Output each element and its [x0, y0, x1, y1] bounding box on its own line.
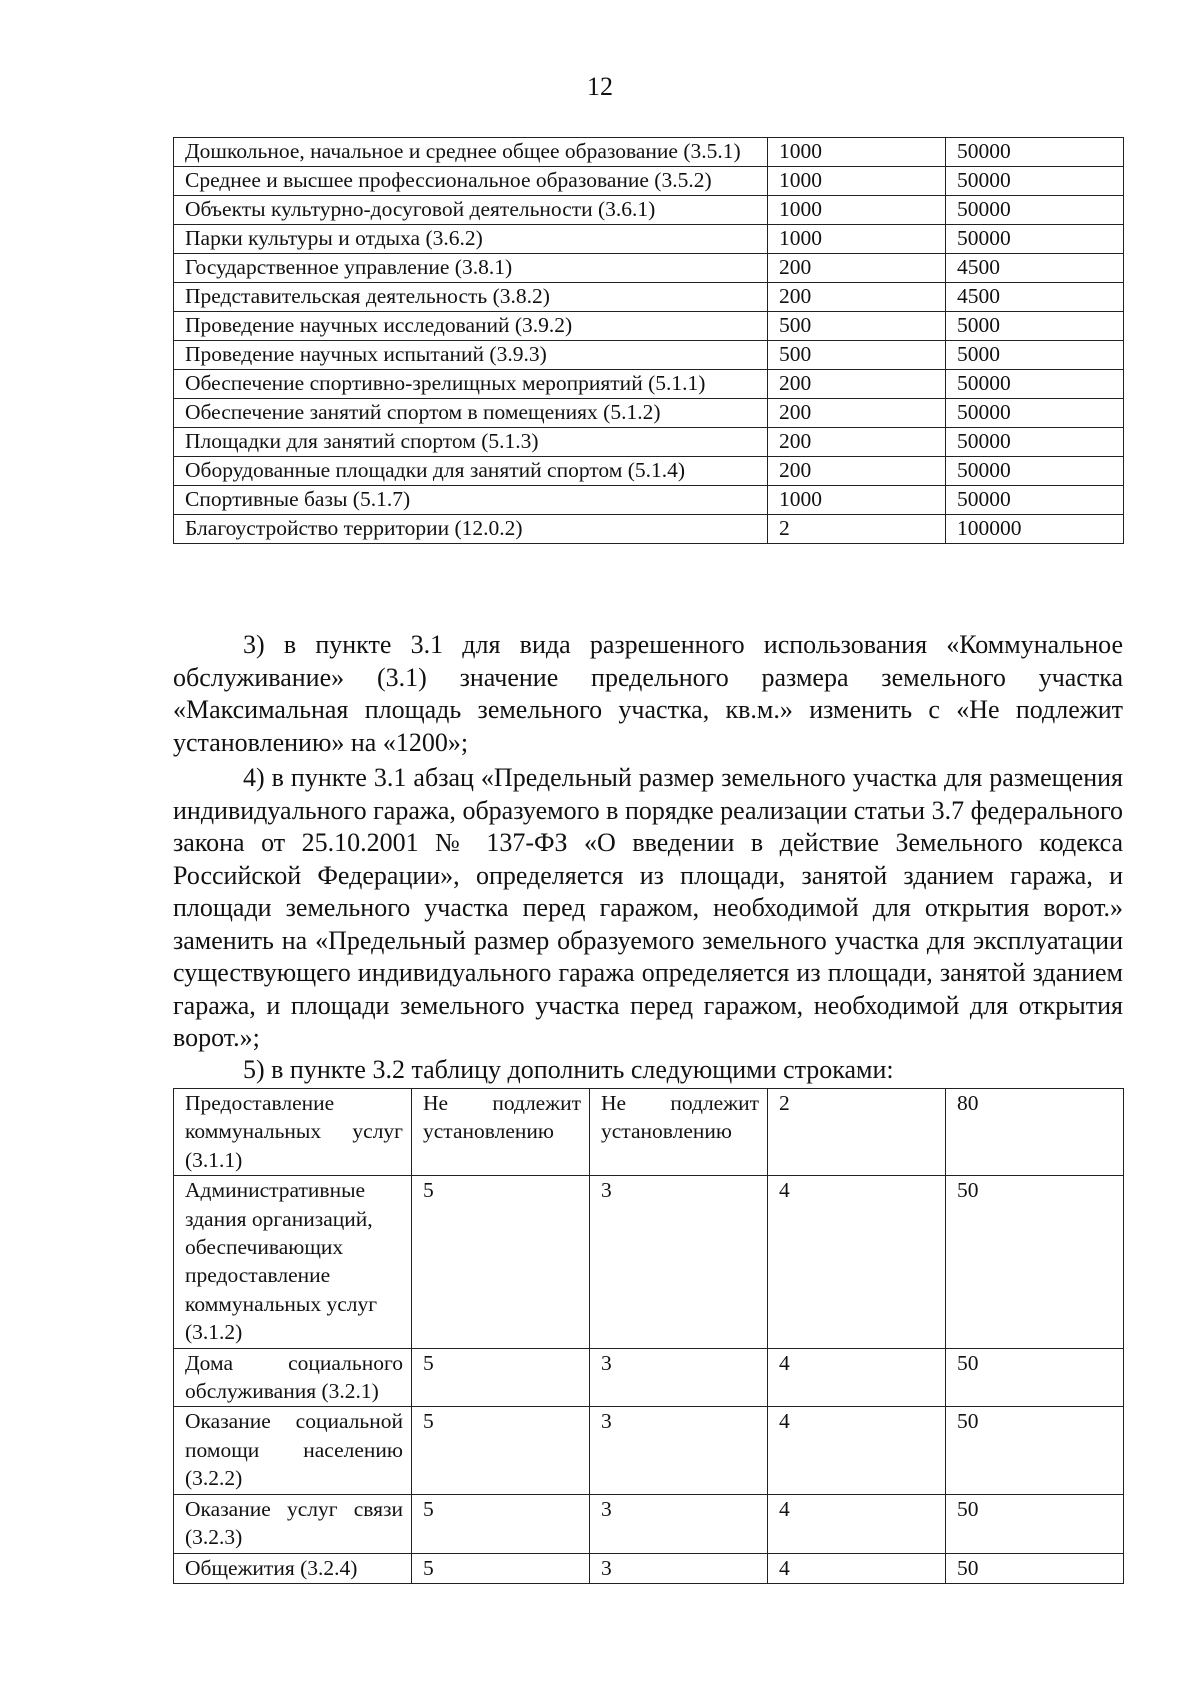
use-type-cell: Среднее и высшее профессиональное образование (3.5.2) — [174, 167, 768, 196]
max-area-cell: 50000 — [946, 225, 1124, 254]
max-area-cell: 50000 — [946, 138, 1124, 167]
use-type-cell: Проведение научных испытаний (3.9.3) — [174, 341, 768, 370]
use-type-cell: Объекты культурно-досуговой деятельности (3.6.1) — [174, 196, 768, 225]
use-type-cell: Обеспечение занятий спортом в помещениях (5.1.2) — [174, 399, 768, 428]
min-area-cell: 200 — [768, 254, 946, 283]
table-row — [174, 1407, 1124, 1494]
table-row — [174, 341, 1124, 370]
value-cell: 4 — [768, 1348, 946, 1407]
min-area-cell: 1000 — [768, 486, 946, 515]
max-area-cell: 4500 — [946, 283, 1124, 312]
table-row — [174, 167, 1124, 196]
min-area-cell: 1000 — [768, 138, 946, 167]
value-cell: 5 — [412, 1176, 590, 1348]
use-type-cell: Общежития (3.2.4) — [174, 1553, 412, 1583]
max-area-cell: 50000 — [946, 428, 1124, 457]
min-area-cell: 200 — [768, 428, 946, 457]
value-cell: Не подлежит установлению — [412, 1089, 590, 1176]
table-row — [174, 225, 1124, 254]
value-cell: 50 — [946, 1407, 1124, 1494]
table-row — [174, 515, 1124, 544]
table-row — [174, 283, 1124, 312]
value-cell: 3 — [590, 1407, 768, 1494]
paragraph-text: 5) в пункте 3.2 таблицу дополнить следующими строками: — [243, 1055, 894, 1084]
value-cell: 50 — [946, 1553, 1124, 1583]
table-row — [174, 138, 1124, 167]
table-row — [174, 1494, 1124, 1553]
use-type-cell: Парки культуры и отдыха (3.6.2) — [174, 225, 768, 254]
value-cell: 80 — [946, 1089, 1124, 1176]
table-row — [174, 399, 1124, 428]
paragraph-text: 4) в пункте 3.1 абзац «Предельный размер земельного участка для размещения индивидуального гаража, образуемого в порядке реализации статьи 3.7 федерального закона от 25.10.2001 № 137-ФЗ «О введении в действие Земельного кодекса Российской Федерации», определяется из площади, занятой зданием гаража, и площади земельного участка перед гаражом, необходимой для открытия ворот.» заменить на «Предельный размер образуемого земельного участка для эксплуатации существующего индивидуального гаража определяется из площади, занятой зданием гаража, и площади земельного участка перед гаражом, необходимой для открытия ворот.»; — [173, 763, 1123, 1052]
min-area-cell: 200 — [768, 370, 946, 399]
value-cell: Не подлежит установлению — [590, 1089, 768, 1176]
use-type-cell: Оборудованные площадки для занятий спортом (5.1.4) — [174, 457, 768, 486]
table-row — [174, 486, 1124, 515]
paragraph-text: 3) в пункте 3.1 для вида разрешенного использования «Коммунальное обслуживание» (3.1) значение предельного размера земельного участка «Максимальная площадь земельного участка, кв.м.» изменить с «Не подлежит установлению» на «1200»; — [173, 630, 1123, 757]
use-type-cell: Площадки для занятий спортом (5.1.3) — [174, 428, 768, 457]
value-cell: 3 — [590, 1553, 768, 1583]
use-type-cell: Благоустройство территории (12.0.2) — [174, 515, 768, 544]
table-row — [174, 1348, 1124, 1407]
construction-parameters-table — [173, 1088, 1124, 1584]
use-type-cell: Административные здания организаций, обеспечивающих предоставление коммунальных услуг (3.1.2) — [174, 1176, 412, 1348]
max-area-cell: 50000 — [946, 486, 1124, 515]
use-type-cell: Спортивные базы (5.1.7) — [174, 486, 768, 515]
use-type-cell: Проведение научных исследований (3.9.2) — [174, 312, 768, 341]
max-area-cell: 50000 — [946, 167, 1124, 196]
table-row — [174, 370, 1124, 399]
min-area-cell: 1000 — [768, 196, 946, 225]
page-number: 12 — [587, 72, 613, 101]
value-cell: 4 — [768, 1176, 946, 1348]
max-area-cell: 50000 — [946, 399, 1124, 428]
max-area-cell: 5000 — [946, 341, 1124, 370]
value-cell: 50 — [946, 1494, 1124, 1553]
value-cell: 50 — [946, 1348, 1124, 1407]
min-area-cell: 200 — [768, 283, 946, 312]
table-row — [174, 1553, 1124, 1583]
table-row — [174, 312, 1124, 341]
table-row — [174, 1176, 1124, 1348]
max-area-cell: 50000 — [946, 457, 1124, 486]
table-row — [174, 428, 1124, 457]
value-cell: 5 — [412, 1407, 590, 1494]
use-type-cell: Дошкольное, начальное и среднее общее образование (3.5.1) — [174, 138, 768, 167]
value-cell: 4 — [768, 1494, 946, 1553]
value-cell: 5 — [412, 1553, 590, 1583]
use-type-cell: Оказание услуг связи (3.2.3) — [174, 1494, 412, 1553]
min-area-cell: 2 — [768, 515, 946, 544]
max-area-cell: 50000 — [946, 196, 1124, 225]
value-cell: 5 — [412, 1494, 590, 1553]
table-row — [174, 254, 1124, 283]
max-area-cell: 4500 — [946, 254, 1124, 283]
amendment-paragraph-5 — [173, 1054, 1123, 1087]
table-row — [174, 196, 1124, 225]
value-cell: 4 — [768, 1407, 946, 1494]
value-cell: 3 — [590, 1348, 768, 1407]
min-area-cell: 200 — [768, 457, 946, 486]
value-cell: 50 — [946, 1176, 1124, 1348]
use-type-cell: Государственное управление (3.8.1) — [174, 254, 768, 283]
value-cell: 3 — [590, 1176, 768, 1348]
table-row — [174, 457, 1124, 486]
min-area-cell: 1000 — [768, 167, 946, 196]
min-area-cell: 500 — [768, 341, 946, 370]
value-cell: 3 — [590, 1494, 768, 1553]
use-type-cell: Обеспечение спортивно-зрелищных мероприятий (5.1.1) — [174, 370, 768, 399]
amendment-paragraph-3 — [173, 629, 1123, 759]
max-area-cell: 50000 — [946, 370, 1124, 399]
use-type-cell: Представительская деятельность (3.8.2) — [174, 283, 768, 312]
value-cell: 5 — [412, 1348, 590, 1407]
amendment-paragraph-4 — [173, 762, 1123, 1055]
max-area-cell: 100000 — [946, 515, 1124, 544]
use-type-cell: Предоставление коммунальных услуг (3.1.1) — [174, 1089, 412, 1176]
land-plot-size-table — [173, 137, 1124, 544]
min-area-cell: 200 — [768, 399, 946, 428]
value-cell: 2 — [768, 1089, 946, 1176]
min-area-cell: 1000 — [768, 225, 946, 254]
use-type-cell: Дома социального обслуживания (3.2.1) — [174, 1348, 412, 1407]
table-row — [174, 1089, 1124, 1176]
use-type-cell: Оказание социальной помощи населению (3.2.2) — [174, 1407, 412, 1494]
min-area-cell: 500 — [768, 312, 946, 341]
value-cell: 4 — [768, 1553, 946, 1583]
max-area-cell: 5000 — [946, 312, 1124, 341]
